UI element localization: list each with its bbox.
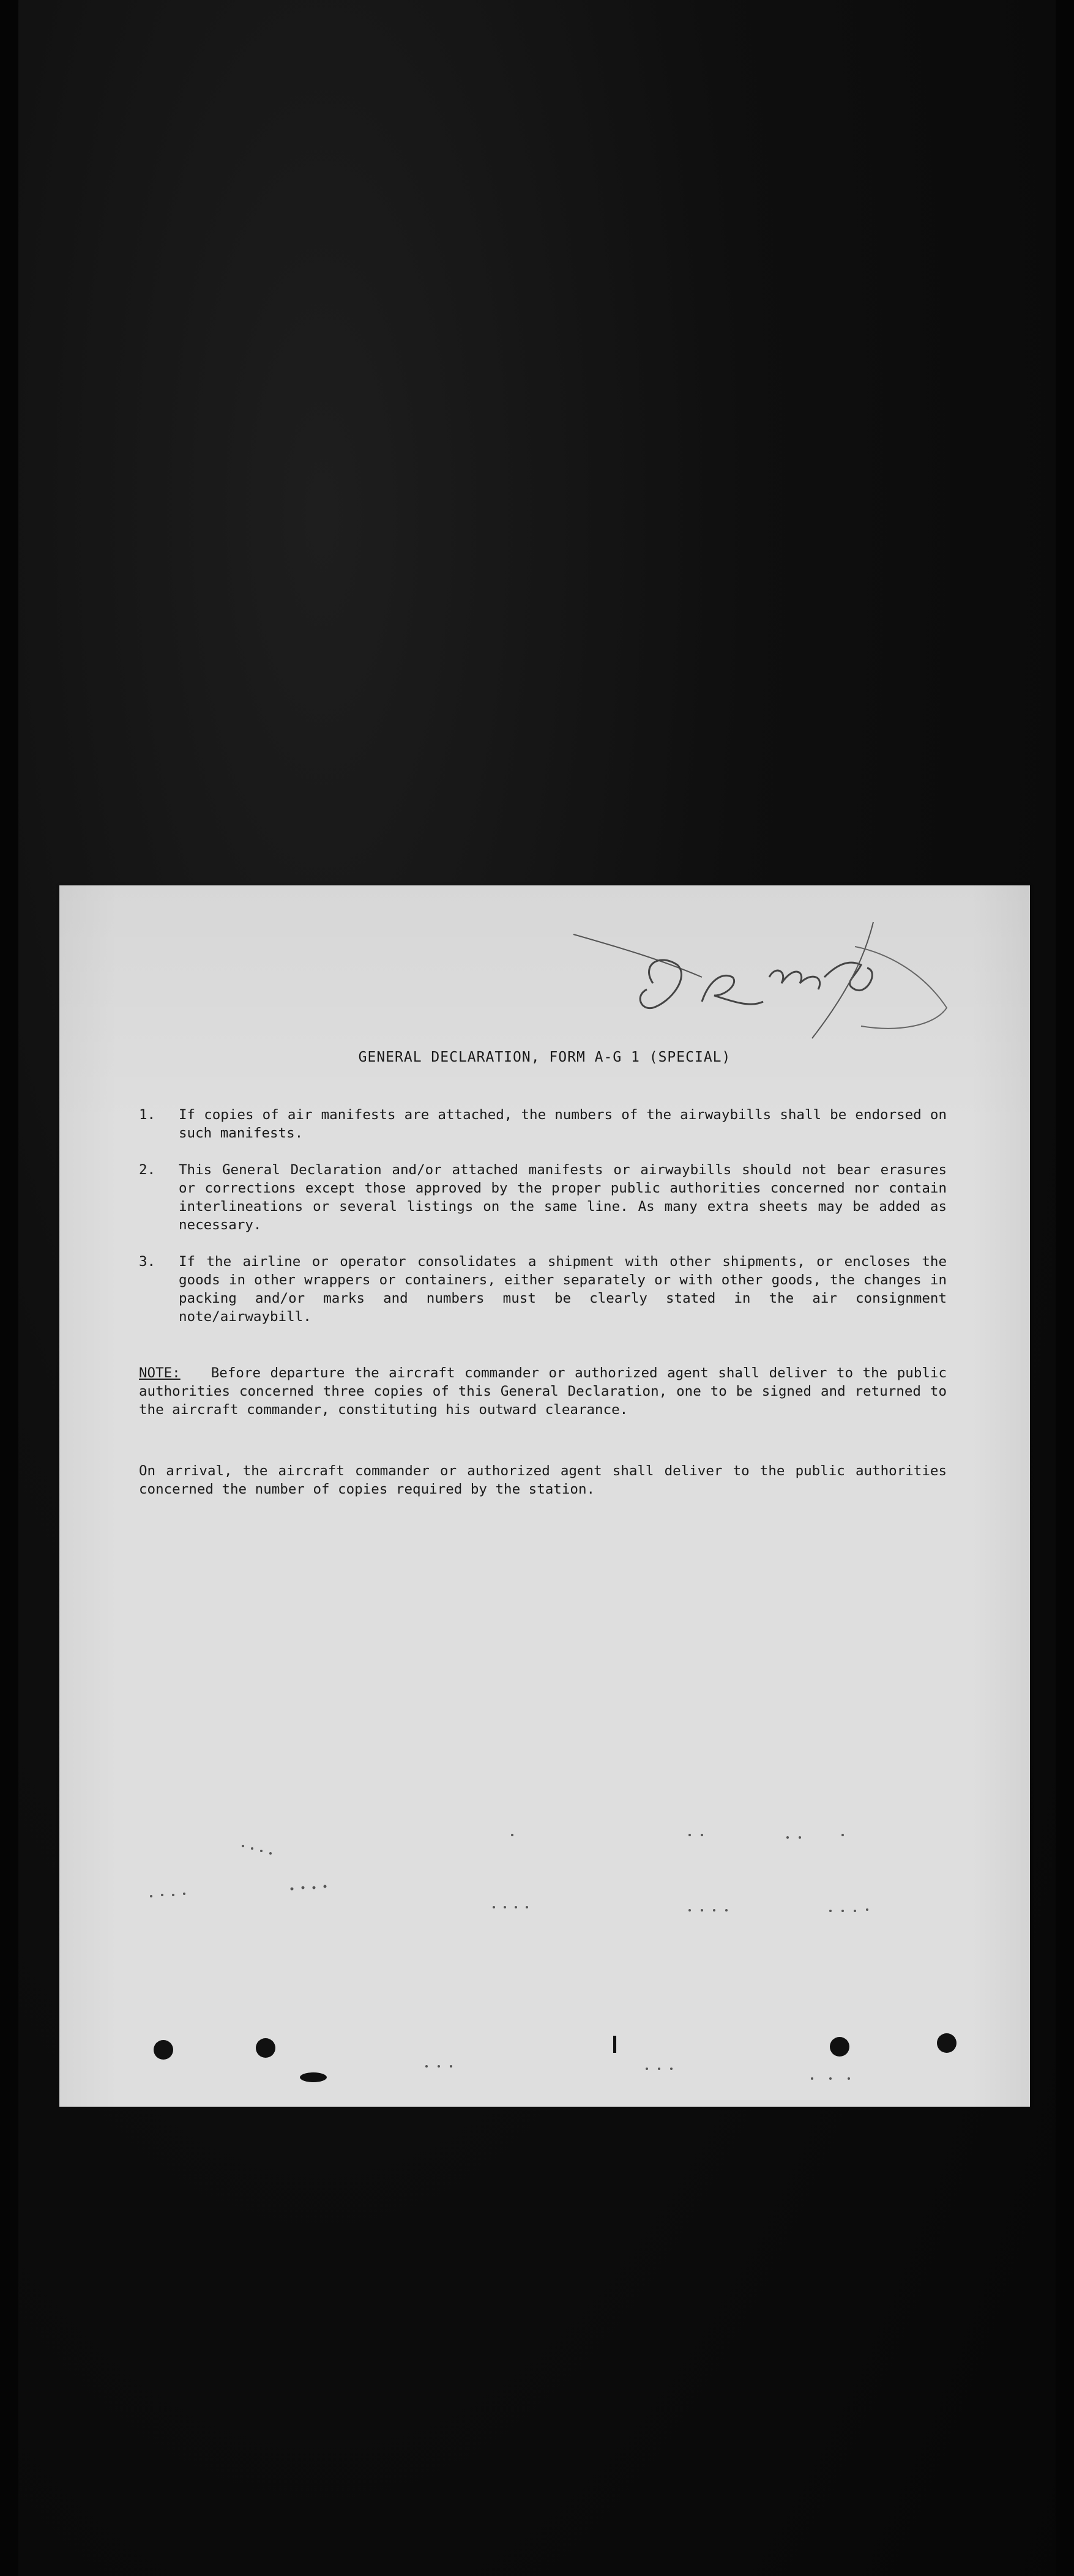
- film-edge-right: [1056, 0, 1074, 2576]
- document-page: [59, 885, 1030, 2107]
- list-item: [139, 1106, 947, 1142]
- handwritten-signature: [567, 910, 996, 1044]
- item-text: This General Declaration and/or attached manifests or airwaybills should not bear erasures or corrections except those approved by the proper public authorities concerned nor contain interlineations or several listings on the same line. As many extra sheets may be added as necessary.: [179, 1162, 947, 1233]
- item-text: If the airline or operator consolidates a shipment with other shipments, or encloses the goods in other wrappers or containers, either separately or with other goods, the changes in packing and/or marks and numbers must be clearly stated in the air consignment note/airwaybill.: [179, 1254, 947, 1325]
- note-text: Before departure the aircraft commander or authorized agent shall deliver to the public authorities concerned three copies of this General Declaration, one to be signed and returned to the aircraft commander, constituting his outward clearance.: [139, 1365, 947, 1418]
- note-paragraph: [139, 1364, 947, 1419]
- item-text: If copies of air manifests are attached, the numbers of the airwaybills shall be endorsed on such manifests.: [179, 1107, 947, 1141]
- film-edge-left: [0, 0, 18, 2576]
- arrival-paragraph: On arrival, the aircraft commander or authorized agent shall deliver to the public authorities concerned the number of copies required by the station.: [139, 1463, 947, 1497]
- item-number: 2.: [139, 1162, 156, 1178]
- item-number: 3.: [139, 1254, 156, 1270]
- list-item: [139, 1253, 947, 1326]
- instructions-list: [139, 1106, 947, 1344]
- list-item: [139, 1161, 947, 1234]
- page-title: GENERAL DECLARATION, FORM A-G 1 (SPECIAL): [358, 1049, 731, 1065]
- note-label: NOTE:: [139, 1365, 181, 1381]
- item-number: 1.: [139, 1107, 156, 1123]
